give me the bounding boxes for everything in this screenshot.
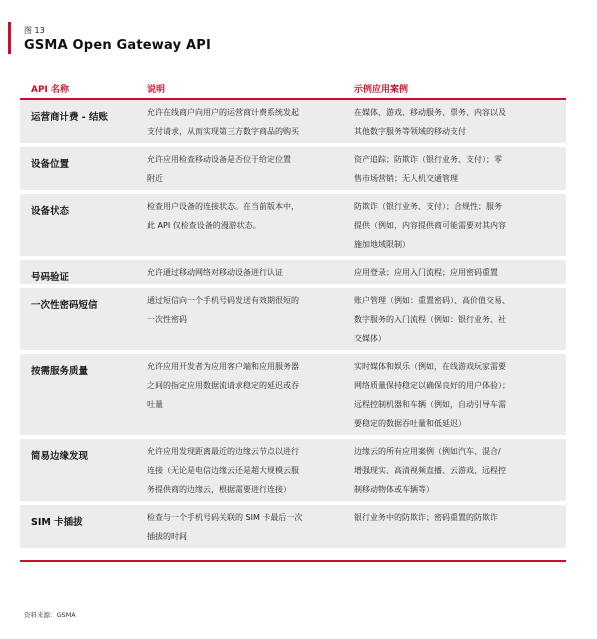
source-note: 资料来源：GSMA <box>24 611 76 619</box>
description-line: 允许应用发现距离最近的边缘云节点以进行 <box>147 447 299 456</box>
description-line: 此 API 仅检查设备的漫游状态。 <box>147 221 261 230</box>
use-case-cell <box>349 439 566 499</box>
use-case-cell <box>349 288 566 348</box>
use-case-line: 数字服务的入门流程（例如：银行业务、社 <box>354 315 506 324</box>
description-cell <box>141 147 349 188</box>
description-line: 支付请求，从而实现第三方数字商品的购买 <box>147 127 299 136</box>
table-header <box>20 79 566 100</box>
description-cell <box>141 288 349 329</box>
use-case-cell <box>349 100 566 141</box>
use-case-line: 应用登录；应用入门流程；应用密码重置 <box>354 268 498 277</box>
use-case-line: 交媒体） <box>354 334 386 343</box>
api-name-cell: 号码验证 <box>31 272 70 283</box>
table-row <box>20 505 566 548</box>
api-name-cell: SIM 卡插拔 <box>31 517 83 528</box>
description-cell <box>141 260 349 282</box>
api-name-cell: 一次性密码短信 <box>31 300 98 311</box>
use-case-line: 账户管理（例如：重置密码）、高价值交易、 <box>354 296 510 305</box>
description-line: 检查用户设备的连接状态。在当前版本中， <box>147 202 299 211</box>
table-row <box>20 288 566 350</box>
bottom-rule <box>20 560 566 562</box>
use-case-line: 要稳定的数据吞吐量和低延迟） <box>354 419 466 428</box>
description-cell <box>141 354 349 414</box>
use-case-line: 边缘云的所有应用案例（例如汽车、混合/ <box>354 447 501 456</box>
description-line: 允许通过移动网络对移动设备进行认证 <box>147 268 283 277</box>
description-line: 通过短信向一个手机号码发送有效期很短的 <box>147 296 299 305</box>
use-case-line: 其他数字服务等领域的移动支付 <box>354 127 466 136</box>
description-cell <box>141 439 349 499</box>
description-line: 检查与一个手机号码关联的 SIM 卡最后一次 <box>147 513 303 522</box>
table-row <box>20 439 566 501</box>
description-line: 附近 <box>147 174 163 183</box>
use-case-cell <box>349 147 566 188</box>
use-case-line: 售市场营销；无人机交通管理 <box>354 174 458 183</box>
use-case-line: 资产追踪；防欺诈（银行业务、支付）；零 <box>354 155 502 164</box>
description-cell <box>141 505 349 546</box>
use-case-cell <box>349 194 566 254</box>
description-line: 一次性密码 <box>147 315 187 324</box>
use-case-line: 提供（例如，内容提供商可能需要对其内容 <box>354 221 506 230</box>
description-line: 之间的指定应用数据流请求稳定的延迟或吞 <box>147 381 299 390</box>
description-line: 插拔的时间 <box>147 532 187 541</box>
description-line: 务提供商的边缘云，根据需要进行连接） <box>147 485 291 494</box>
use-case-line: 银行业务中的防欺诈；密码重置的防欺诈 <box>354 513 498 522</box>
description-cell <box>141 100 349 141</box>
header-api-name: API 名称 <box>31 85 70 95</box>
api-name-cell: 设备位置 <box>31 159 70 170</box>
header-description: 说明 <box>147 85 166 95</box>
use-case-line: 网络质量保持稳定以确保良好的用户体验）； <box>354 381 510 390</box>
accent-bar <box>8 22 11 54</box>
description-line: 允许应用检查移动设备是否位于给定位置 <box>147 155 291 164</box>
description-cell <box>141 194 349 235</box>
use-case-line: 实时媒体和娱乐（例如，在线游戏玩家需要 <box>354 362 506 371</box>
table-body <box>20 100 566 548</box>
use-case-cell <box>349 354 566 433</box>
use-case-line: 增强现实、高清视频直播、云游戏、远程控 <box>354 466 506 475</box>
figure-title: GSMA Open Gateway API <box>24 38 211 53</box>
use-case-line: 防欺诈（银行业务、支付）；合规性；服务 <box>354 202 502 211</box>
use-case-line: 远程控制机器和车辆（例如，自动引导车需 <box>354 400 506 409</box>
table-row <box>20 260 566 284</box>
api-name-cell: 按需服务质量 <box>31 366 89 377</box>
description-line: 连接（无论是电信边缘云还是超大规模云服 <box>147 466 299 475</box>
table-row <box>20 100 566 143</box>
header-use-cases: 示例应用案例 <box>354 85 409 95</box>
use-case-cell <box>349 505 566 527</box>
figure-label: 图 13 <box>24 26 45 35</box>
use-case-line: 施加地域限制） <box>354 240 410 249</box>
use-case-line: 在媒体、游戏、移动服务、票务、内容以及 <box>354 108 506 117</box>
description-line: 吐量 <box>147 400 163 409</box>
table-row <box>20 194 566 256</box>
api-name-cell: 运营商计费 - 结账 <box>31 112 109 123</box>
use-case-cell <box>349 260 566 282</box>
table-row <box>20 147 566 190</box>
api-table <box>20 79 566 548</box>
use-case-line: 制移动物体或车辆等） <box>354 485 434 494</box>
description-line: 允许在线商户向用户的运营商计费系统发起 <box>147 108 299 117</box>
api-name-cell: 设备状态 <box>31 206 70 217</box>
api-name-cell: 简易边缘发现 <box>31 451 89 462</box>
description-line: 允许应用开发者为应用客户端和应用服务器 <box>147 362 299 371</box>
table-row <box>20 354 566 435</box>
